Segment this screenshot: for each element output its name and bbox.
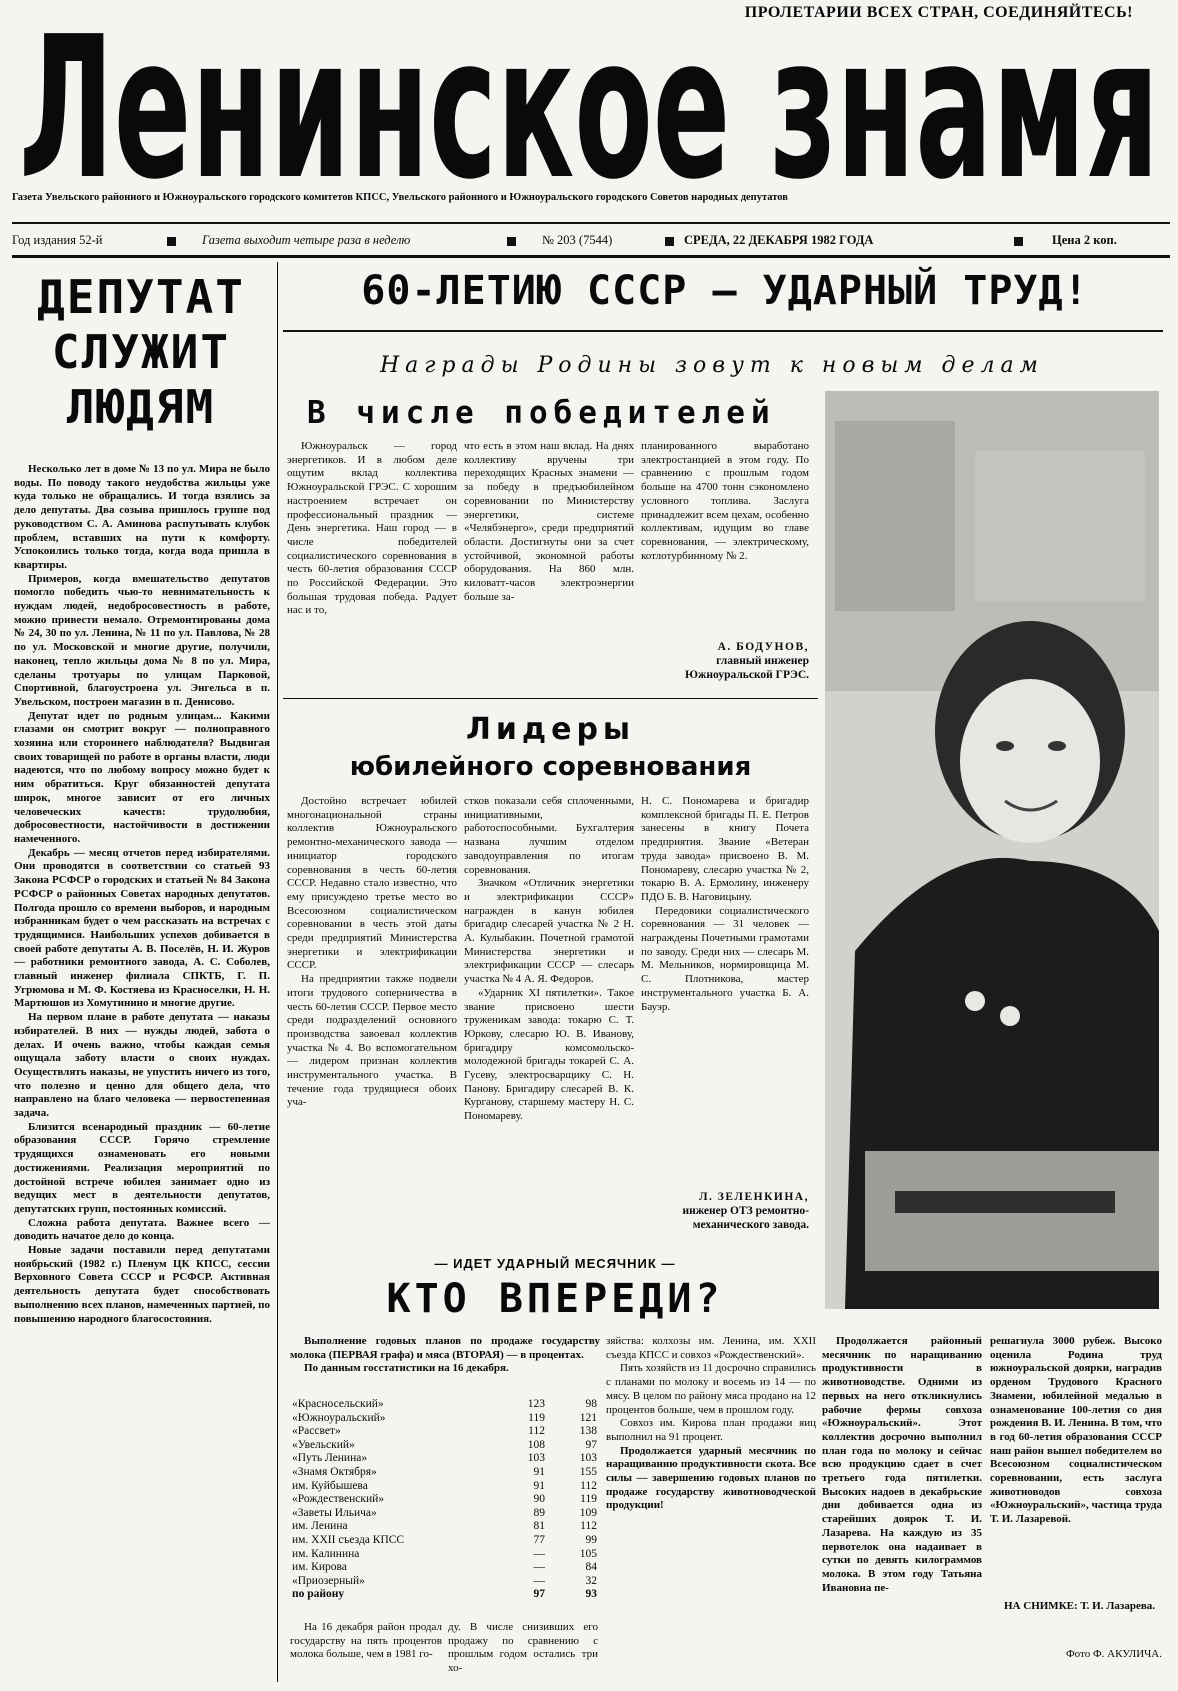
table-row <box>292 1452 597 1466</box>
author-role: главный инженер Южноуральской ГРЭС. <box>684 655 809 681</box>
paragraph: Выполнение годовых планов по продаже государству молока (ПЕРВАЯ графа) и мяса (ВТОРАЯ) — в процентах. <box>290 1335 600 1361</box>
winners-signature <box>641 640 809 682</box>
leaders-headline-2: юбилейного соревнования <box>349 752 752 782</box>
meat-value: 105 <box>579 1547 597 1560</box>
leaders-headline-1: Лидеры <box>465 712 636 747</box>
paragraph: Продолжается ударный месячник по наращиванию продуктивности скота. Все силы — завершению годовых планов по продаже государству животноводческой продукции! <box>606 1444 816 1512</box>
photo-story-col-2 <box>990 1335 1162 1595</box>
farm-name: им. Ленина <box>292 1520 348 1533</box>
month-col-1-cont <box>290 1621 442 1685</box>
farm-name: им. Кирова <box>292 1561 347 1574</box>
table-row <box>292 1507 597 1521</box>
paragraph: стков показали себя сплоченными, инициативными, работоспособными. Бухгалтерия названа лучшим отделом заводоуправления по итогам соревнования. <box>464 795 634 876</box>
table-row <box>292 1575 597 1589</box>
milk-value: 89 <box>533 1506 545 1519</box>
meat-value: 84 <box>585 1561 597 1574</box>
photo-milkmaid-image <box>825 391 1159 1309</box>
milk-value: 81 <box>533 1520 545 1533</box>
farm-name: «Увельский» <box>292 1438 355 1451</box>
paragraph: планированного выработано электростанцией в этом году. По сравнению с прошлым годом больше на 4700 тонн сэкономлено условного топлива. Заслуга принадлежит всем цехам, особенно коллективам, идущим во главе соревнования, — электрическому, котлотурбинному № 2. <box>641 440 809 562</box>
farm-name: им. XXII съезда КПСС <box>292 1533 405 1546</box>
photo-milkmaid <box>825 391 1159 1309</box>
farm-name: им. Куйбышева <box>292 1479 368 1492</box>
table-row <box>292 1493 597 1507</box>
credit: Фото Ф. АКУЛИЧА. <box>1065 1648 1162 1660</box>
leaders-col-2 <box>464 795 634 1245</box>
table-row <box>292 1480 597 1494</box>
table-row <box>292 1425 597 1439</box>
paragraph: Передовики социалистического соревнования — 31 человек — награждены Почетными грамотами по заводу. Среди них — слесарь М. М. Мельников, нормировщица М. С. Плотникова, мастер инструментального участка Б. А. Бауэр. <box>641 904 809 1013</box>
paragraph: Депутат идет по родным улицам... Какими глазами он смотрит вокруг — полноправного хозяина или стороннего наблюдателя? Выдвигая своих товарищей по работе в органы власти, люди надеются, что по любому вопросу можно будет к ним обратиться. Круг обязанностей депутата широк, многое зависит от его личных человеческих качеств: трудолюбия, добросовестности, настойчивости в достижении намеченного. <box>14 709 270 845</box>
table-row <box>292 1466 597 1480</box>
meat-value: 138 <box>579 1425 597 1438</box>
issue-info-bar <box>12 230 1170 252</box>
meat-value: 112 <box>580 1479 597 1492</box>
paragraph: Сложна работа депутата. Важнее всего — доводить начатое дело до конца. <box>14 1216 270 1243</box>
paragraph: На первом плане в работе депутата — наказы избирателей. В них — нужды людей, забота о делах. И очень важно, чтобы каждая семья ощущала заботу власти о своих нуждах. Осуществлять наказы, не упустить ничего из того, что полезно и ценно для общего дела, что направлено на благо человека — первостепенная задача. <box>14 1011 270 1120</box>
paragraph: Значком «Отличник энергетики и электрификации СССР» награжден в канун юбилея бригадир слесарей участка № 2 Н. А. Кулыбакин. Почетной грамотой Министерства энергетики и электрификации СССР — слесарь участка № 4 А. Я. Федоров. <box>464 877 634 986</box>
month-headline: КТО ВПЕРЕДИ? <box>386 1276 724 1322</box>
milk-value: 91 <box>533 1479 545 1492</box>
rule <box>283 698 818 699</box>
meat-value: 155 <box>579 1465 597 1478</box>
paragraph: На предприятии также подвели итоги трудового соперничества в честь 60-летия СССР. Первое место среди подразделений основного производства завоевал коллектив участка № 4. Во вспомогательном — лидером признан коллектив инструментального участка. В течение года трудящиеся обоих уча- <box>287 973 457 1109</box>
meat-value: 93 <box>585 1588 597 1601</box>
paragraph: что есть в этом наш вклад. На днях коллективу вручены три переходящих Красных знамени — за победу в предъюбилейном соревновании по Министерству энергетики, системе «Челябэнерго», среди предприятий области. Достигнуты они за счет устойчивой, экономной работы оборудования. На 860 млн. киловатт-часов электроэнергии больше за- <box>464 440 634 603</box>
meat-value: 119 <box>580 1493 597 1506</box>
paragraph: Достойно встречает юбилей многонациональной страны коллектив Южноуральского ремонтно-механического завода — инициатор городского соревнования в честь 60-летия СССР. Недавно стало известно, что ему присуждено третье место во Всесоюзном социалистическом соревновании в честь этой даты среди предприятий Министерства энергетики и электрификации СССР. <box>287 795 457 972</box>
milk-value: 123 <box>527 1398 545 1410</box>
meat-value: 98 <box>585 1398 597 1410</box>
deputy-headline-line: ДЕПУТАТ <box>37 270 245 324</box>
winners-col-2 <box>464 440 634 690</box>
paragraph: ду. В числе снизивших его продажу по сравнению с прошлым годом остались три хо- <box>448 1621 598 1675</box>
rule <box>12 255 1170 258</box>
milk-value: 108 <box>527 1438 545 1451</box>
bullet-icon <box>665 237 674 246</box>
milk-value: — <box>533 1574 545 1587</box>
milk-value: — <box>533 1561 545 1574</box>
table-row <box>292 1534 597 1548</box>
milk-value: 112 <box>528 1425 545 1438</box>
paragraph: По данным госстатистики на 16 декабря. <box>304 1362 509 1375</box>
milk-value: — <box>533 1547 545 1560</box>
paragraph: На 16 декабря район продал государству на пять процентов молока больше, чем в 1981 го- <box>290 1621 442 1661</box>
paragraph: Декабрь — месяц отчетов перед избирателями. Они проводятся в соответствии со статьей 93 Закона РСФСР о городских и статьей № 84 Закона РСФСР о районных Советах народных депутатов. Полгода прошло со времени выборов, и народным избранникам будет о чем рассказать на встречах с трудящимися. Наибольших успехов добивается в своей работе депутаты А. В. Поселёв, Н. И. Журов — работники ремонтного завода, А. С. Соболев, главный инженер филиала СПКТБ, Г. П. Угрюмова и М. Ф. Костяева из Красноселки, Н. Н. Мартюшов из Хомутинино и многие другие. <box>14 846 270 1010</box>
photo-caption <box>990 1600 1162 1614</box>
issue-number: № 203 (7544) <box>542 233 613 247</box>
farm-name: «Красносельский» <box>292 1398 384 1410</box>
leaders-signature <box>641 1190 809 1232</box>
deputy-headline-line: ЛЮДЯМ <box>66 380 216 434</box>
table-row <box>292 1520 597 1534</box>
bullet-icon <box>167 237 176 246</box>
photo-story-col-1 <box>822 1335 982 1685</box>
farm-name: «Южноуральский» <box>292 1411 386 1424</box>
issue-frequency: Газета выходит четыре раза в неделю <box>202 233 411 247</box>
paragraph: Пять хозяйств из 11 досрочно справились с планами по молоку и восемь из 14 — по мясу. В целом по району мяса продано на 12 процентов больше, чем в прошлом году. <box>606 1362 816 1416</box>
author-name: Л. ЗЕЛЕНКИНА, <box>698 1191 809 1203</box>
main-headline: 60-ЛЕТИЮ СССР — УДАРНЫЙ ТРУД! <box>361 268 1089 314</box>
meat-value: 112 <box>580 1520 597 1533</box>
milk-value: 90 <box>533 1493 545 1506</box>
masthead-subtitle: Газета Увельского районного и Южноуральского городского комитетов КПСС, Увельского районного и Южноуральского городского Советов народных депутатов <box>12 192 788 203</box>
milk-value: 77 <box>533 1533 545 1546</box>
farm-name: по району <box>292 1588 345 1601</box>
paragraph: Совхоз им. Кирова план продажи яиц выполнил на 91 процент. <box>606 1417 816 1443</box>
deputy-article-body <box>14 463 270 1683</box>
milk-value: 91 <box>533 1465 545 1478</box>
winners-col-3 <box>641 440 809 640</box>
masthead-title: Ленинское знамя <box>19 8 1159 198</box>
month-intro <box>290 1335 600 1376</box>
paragraph: «Ударник XI пятилетки». Такое звание присвоено шести труженикам завода: токарю С. Т. Юркову, слесарю Ю. В. Иванову, бригадиру комсомольско-молодежной бригады токарей С. А. Гусеву, электросварщику С. Н. Панову. Бригадиру слесарей В. К. Курганову, старшему мастеру Н. С. Пономареву. <box>464 986 634 1123</box>
farm-name: «Заветы Ильича» <box>292 1506 377 1519</box>
milk-value: 103 <box>527 1452 545 1465</box>
paragraph: Несколько лет в доме № 13 по ул. Мира не было воды. По поводу такого неудобства жильцы уже куда только не обращались. И тогда взялись за дело депутаты. Два созыва пришлось группе под руководством С. А. Аминова распутывать клубок проблем, вставших на пути к комфорту. Успокоились только тогда, когда вода пришла в квартиры. <box>14 463 270 571</box>
farm-name: «Приозерный» <box>292 1574 365 1587</box>
month-stats-rows <box>292 1398 597 1602</box>
table-row <box>292 1412 597 1426</box>
table-total-row <box>292 1588 597 1602</box>
month-banner: — ИДЕТ УДАРНЫЙ МЕСЯЧНИК — <box>434 1256 676 1271</box>
paragraph: Продолжается районный месячник по наращиванию продуктивности в животноводстве. Одними из первых на него откликнулись рабочие фермы совхоза «Южноуральский». Этот коллектив досрочно выполнил план года по молоку и сейчас всю продукцию сдает в счет третьего года пятилетки. Высоких надоев в декабрьские дни добивается одна из старейших доярок Т. И. Лазарева. На каждую из 35 первотелок она надаивает в сутки по девять килограммов молока. В этом году Татьяна Ивановна пе- <box>822 1335 982 1594</box>
paragraph: Близится всенародный праздник — 60-летие образования СССР. Горячо стремление трудящихся ознаменовать его новыми достижениями. Реализация мероприятий по достойной встрече юбилея занимает одно из ведущих мест в деятельности депутатов, депутатских групп, постоянных комиссий. <box>14 1120 270 1215</box>
farm-name: им. Калинина <box>292 1547 360 1560</box>
author-role: инженер ОТЗ ремонтно-механического завода. <box>682 1205 809 1231</box>
caption: НА СНИМКЕ: Т. И. Лазарева. <box>1004 1600 1156 1612</box>
deputy-headline <box>12 270 270 435</box>
paragraph: Примеров, когда вмешательство депутатов помогло победить чью-то невнимательность к нуждам людей, недобросовестность в работе, можно привести немало. Отремонтированы дома № 24, 30 по ул. Ленина, № 11 по ул. Павлова, № 28 по ул. Московской и многие другие, получили, наконец, тепло жильцы дома № 8 по ул. Мира, сделаны тротуары по улицам Парковой, Спортивной, благоустроена ул. Энгельса в п. Увельском, построен магазин в п. Денисово. <box>14 572 270 708</box>
paragraph: решагнула 3000 рубеж. Высоко оценила Родина труд южноуральской доярки, наградив орденом Трудового Красного Знамени, юбилейной медалью в ознаменование 100-летия со дня рождения В. И. Ленина. В том, что в год 60-летия образования СССР наш район вышел победителем во Всесоюзном социалистическом соревновании, есть заслуга животноводов совхоза «Южноуральский», частица труда Т. И. Лазаревой. <box>990 1335 1162 1526</box>
meat-value: 121 <box>579 1411 597 1424</box>
kicker-headline: Награды Родины зовут к новым делам <box>380 353 1044 378</box>
month-col-3 <box>606 1335 816 1685</box>
milk-value: 119 <box>528 1411 545 1424</box>
milk-value: 97 <box>533 1588 545 1601</box>
column-divider <box>277 262 278 1682</box>
issue-price: Цена 2 коп. <box>1052 233 1117 247</box>
masthead-title-logo <box>14 8 1164 198</box>
masthead-motto: ПРОЛЕТАРИИ ВСЕХ СТРАН, СОЕДИНЯЙТЕСЬ! <box>744 4 1133 21</box>
bullet-icon <box>1014 237 1023 246</box>
rule <box>12 222 1170 224</box>
table-row <box>292 1548 597 1562</box>
paragraph: зяйства: колхозы им. Ленина, им. XXII съезда КПСС и совхоз «Рождественский». <box>606 1335 816 1361</box>
author-name: А. БОДУНОВ, <box>717 641 809 653</box>
meat-value: 103 <box>579 1452 597 1465</box>
winners-col-1 <box>287 440 457 690</box>
month-stats-table <box>292 1398 597 1602</box>
rule <box>283 330 1163 332</box>
paragraph: Новые задачи поставили перед депутатами ноябрьский (1982 г.) Пленум ЦК КПСС, сессии Верховного Совета СССР и РСФСР. Активная деятельность депутата будет способствовать выполнению всех планов, намеченных партией, по повышению народного благосостояния. <box>14 1244 270 1325</box>
issue-year: Год издания 52-й <box>12 233 103 247</box>
paragraph: Н. С. Пономарева и бригадир комплексной бригады П. Е. Петров занесены в книгу Почета предприятия. Звание «Ветеран труда завода» присвоено В. М. Пономареву, слесарю участка № 2, токарю В. А. Ермолину, инженеру ПДО Б. В. Наговицыну. <box>641 795 809 903</box>
issue-date: СРЕДА, 22 ДЕКАБРЯ 1982 ГОДА <box>684 233 874 247</box>
paragraph: Южноуральск — город энергетиков. И в любом деле ощутим вклад коллектива Южноуральской ГРЭС. С хорошим настроением встречает он профессиональный праздник — День энергетика. Наш город — в числе победителей социалистического соревнования в честь 60-летия образования СССР по Российской Федерации. Это большая трудовая победа. Радует нас и то, <box>287 440 457 617</box>
meat-value: 109 <box>579 1506 597 1519</box>
meat-value: 32 <box>585 1574 597 1587</box>
meat-value: 99 <box>585 1533 597 1546</box>
farm-name: «Рождественский» <box>292 1493 385 1506</box>
farm-name: «Путь Ленина» <box>292 1452 368 1465</box>
table-row <box>292 1398 597 1412</box>
winners-headline: В числе победителей <box>307 395 776 431</box>
deputy-headline-line: СЛУЖИТ <box>51 325 231 379</box>
bullet-icon <box>507 237 516 246</box>
leaders-col-3 <box>641 795 809 1190</box>
leaders-col-1 <box>287 795 457 1245</box>
farm-name: «Рассвет» <box>292 1425 341 1438</box>
table-row <box>292 1561 597 1575</box>
meat-value: 97 <box>585 1438 597 1451</box>
month-col-2-cont <box>448 1621 598 1685</box>
table-row <box>292 1439 597 1453</box>
photo-credit <box>990 1648 1162 1662</box>
farm-name: «Знамя Октября» <box>292 1465 377 1478</box>
